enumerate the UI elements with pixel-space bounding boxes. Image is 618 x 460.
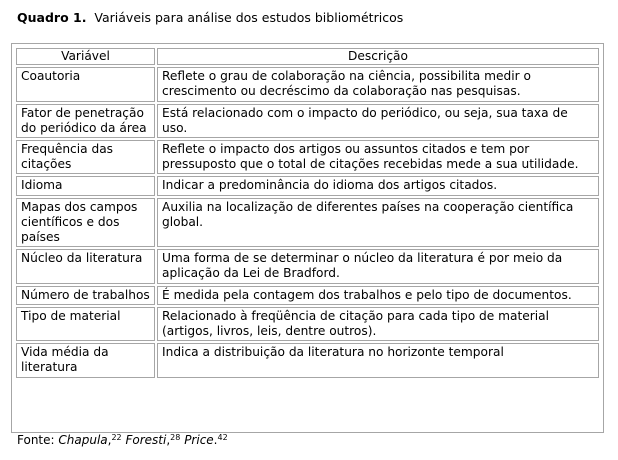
cell-variable: Vida média da literatura	[16, 343, 155, 377]
source-note: Fonte: Chapula,$^{22}$ Foresti,$^{28}$ Price.$^{42}$	[17, 433, 228, 447]
source-name: Foresti	[125, 433, 167, 447]
source-ref: 22	[111, 433, 122, 442]
cell-variable: Fator de penetração do periódico da área	[16, 104, 155, 138]
cell-variable: Frequência das citações	[16, 140, 155, 174]
cell-variable: Núcleo da literatura	[16, 249, 155, 283]
cell-description: Relacionado à freqüência de citação para cada tipo de material (artigos, livros, leis, dentre outros).	[157, 307, 599, 341]
source-name: Price	[184, 433, 214, 447]
header-description: Descrição	[157, 48, 599, 65]
table-row	[16, 140, 599, 174]
table-row	[16, 104, 599, 138]
cell-description: Está relacionado com o impacto do periódico, ou seja, sua taxa de uso.	[157, 104, 599, 138]
cell-description: Uma forma de se determinar o núcleo da literatura é por meio da aplicação da Lei de Bradford.	[157, 249, 599, 283]
cell-variable: Tipo de material	[16, 307, 155, 341]
table-row	[16, 286, 599, 305]
table-frame	[11, 43, 604, 433]
cell-description: Reflete o grau de colaboração na ciência, possibilita medir o crescimento ou decréscimo da colaboração nas pesquisas.	[157, 67, 599, 101]
cell-variable: Idioma	[16, 176, 155, 195]
caption-text: Variáveis para análise dos estudos bibliométricos	[94, 10, 404, 25]
source-ref: 28	[170, 433, 181, 442]
cell-description: Indica a distribuição da literatura no horizonte temporal	[157, 343, 599, 377]
table-row	[16, 198, 599, 248]
cell-description: Reflete o impacto dos artigos ou assuntos citados e tem por pressuposto que o total de citações recebidas mede a sua utilidade.	[157, 140, 599, 174]
variables-table	[14, 46, 601, 380]
header-variable: Variável	[16, 48, 155, 65]
table-row	[16, 343, 599, 377]
cell-description: Auxilia na localização de diferentes países na cooperação científica global.	[157, 198, 599, 248]
cell-description: Indicar a predominância do idioma dos artigos citados.	[157, 176, 599, 195]
table-row	[16, 307, 599, 341]
table-row	[16, 176, 599, 195]
table-header-row	[16, 48, 599, 65]
source-name: Chapula	[58, 433, 108, 447]
source-ref: 42	[217, 433, 228, 442]
table-caption	[17, 10, 403, 25]
table-row	[16, 249, 599, 283]
cell-variable: Coautoria	[16, 67, 155, 101]
cell-variable: Número de trabalhos	[16, 286, 155, 305]
table-row	[16, 67, 599, 101]
caption-label: Quadro 1.	[17, 10, 87, 25]
source-prefix: Fonte:	[17, 433, 55, 447]
cell-variable: Mapas dos campos científicos e dos países	[16, 198, 155, 248]
cell-description: É medida pela contagem dos trabalhos e pelo tipo de documentos.	[157, 286, 599, 305]
